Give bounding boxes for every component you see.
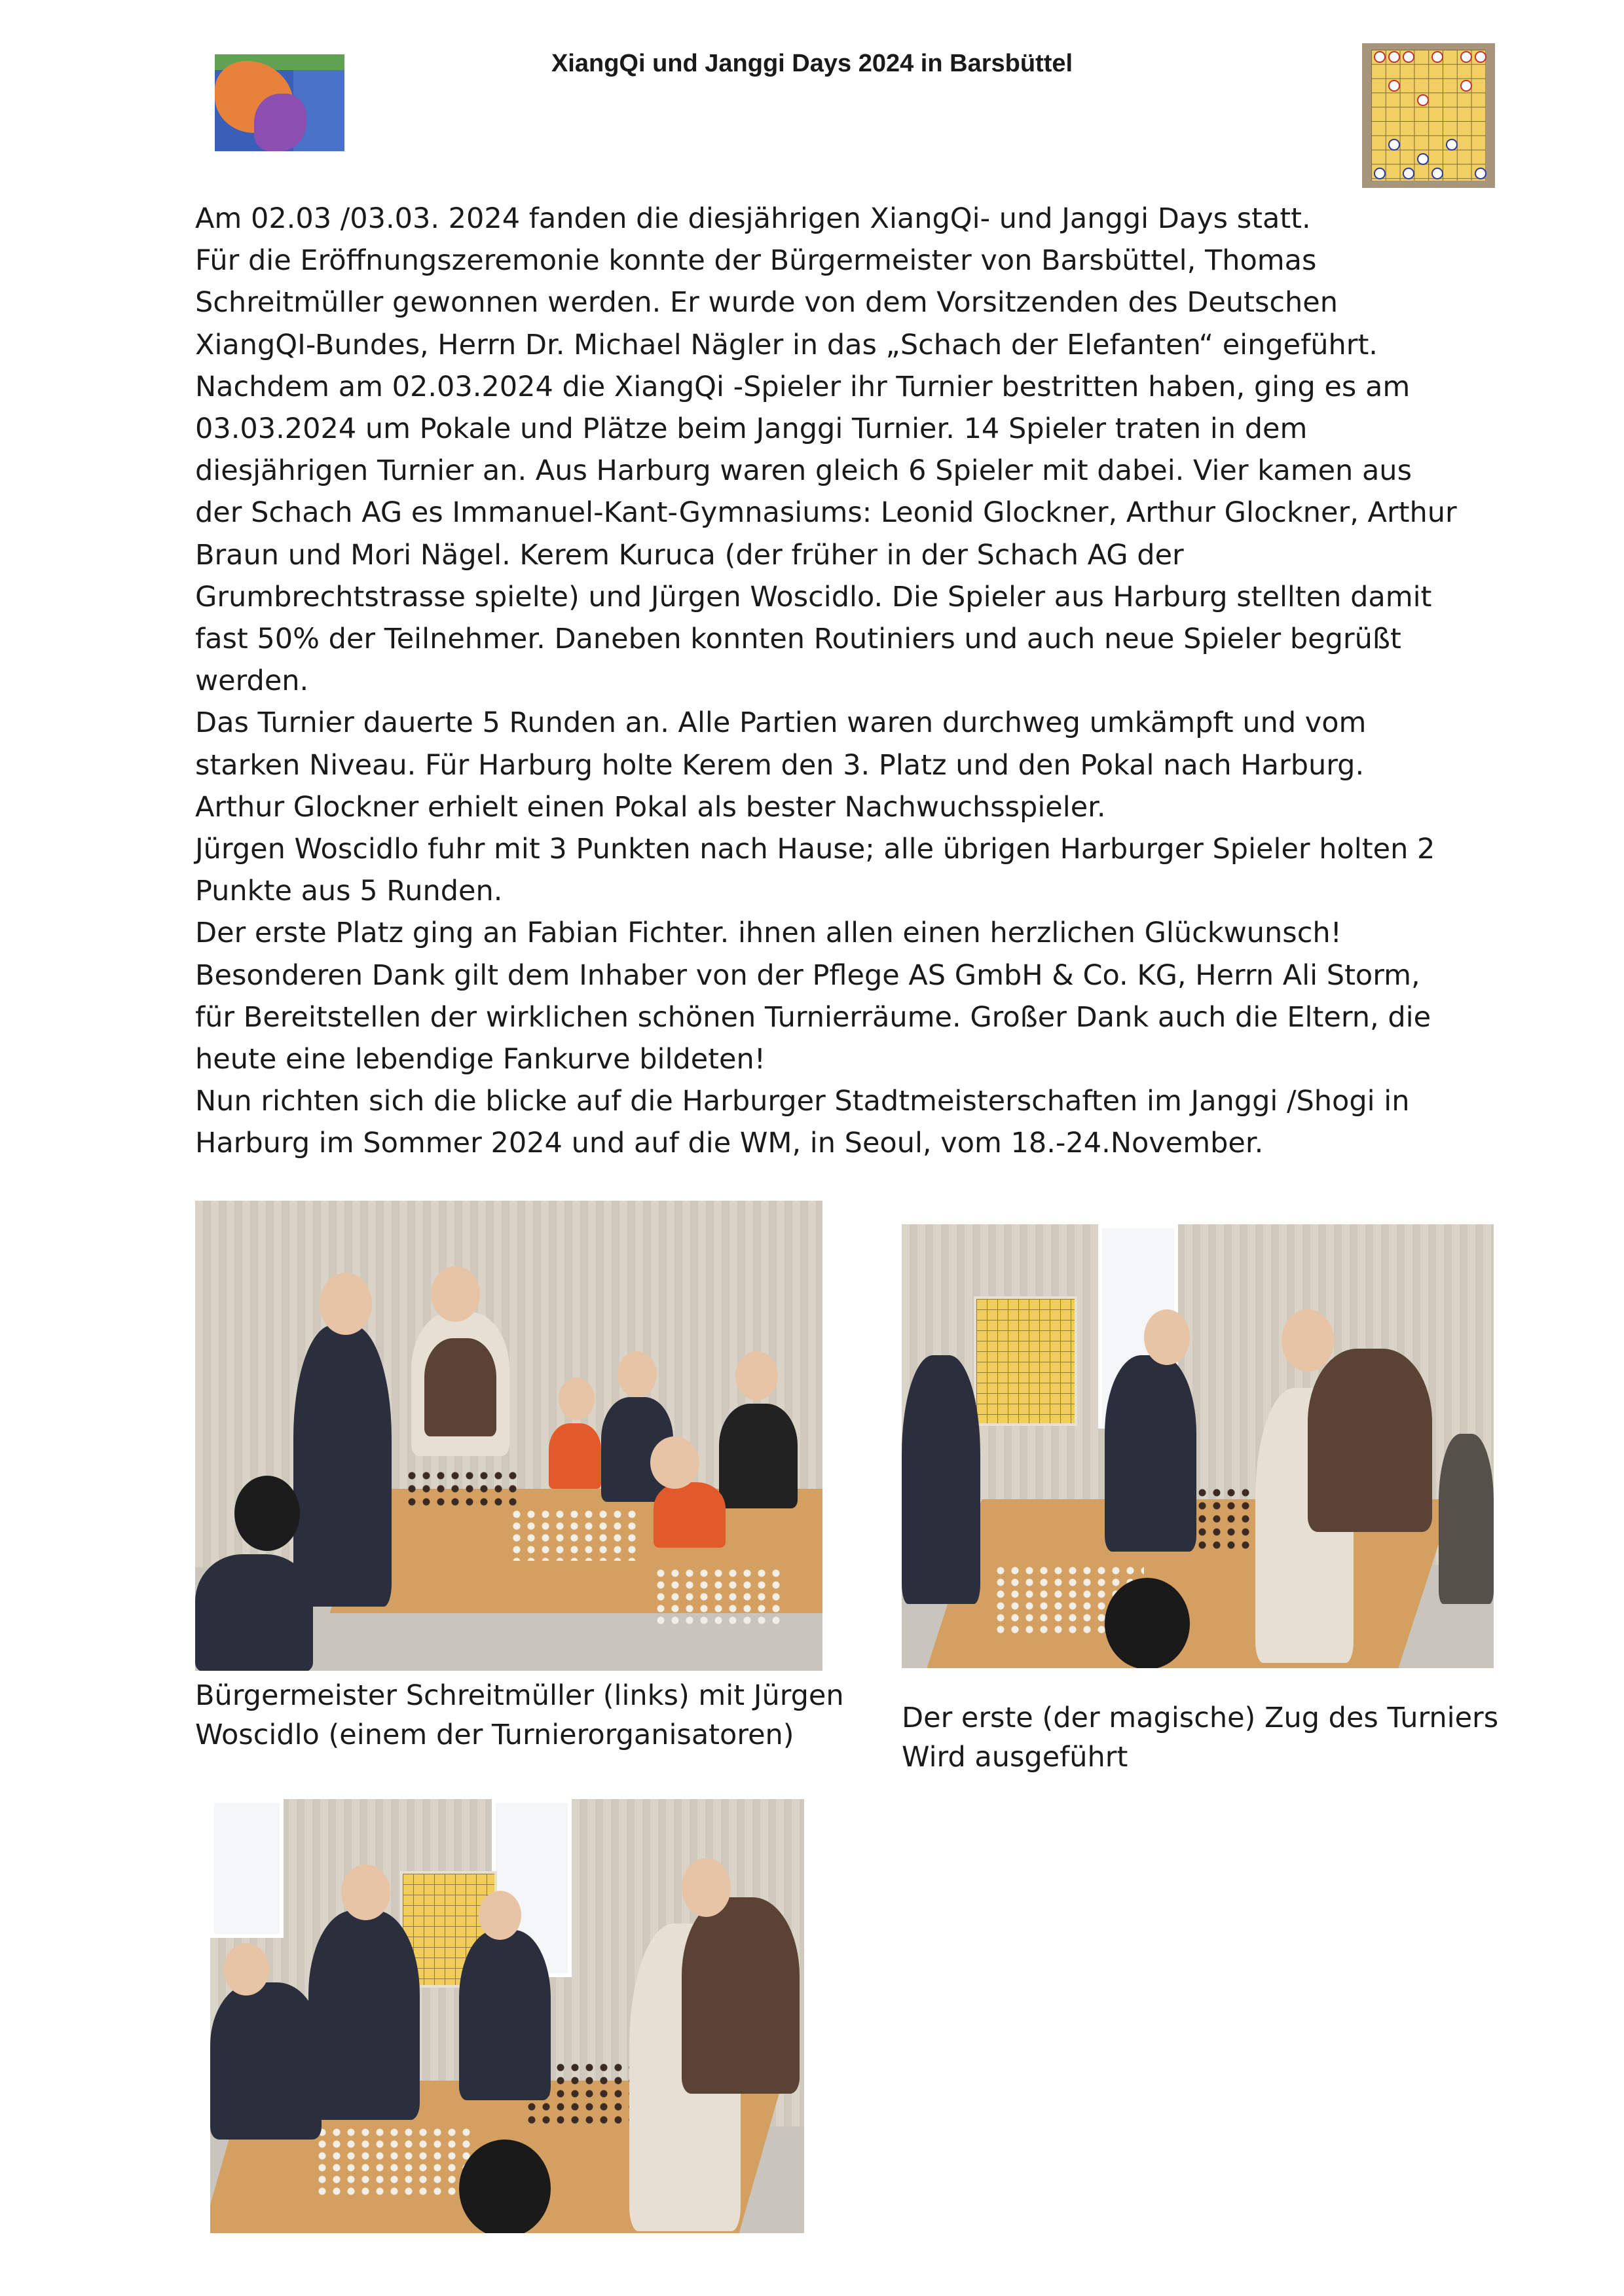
body-line: 03.03.2024 um Pokale und Plätze beim Janggi Turnier. 14 Spieler traten in dem	[195, 412, 1308, 446]
body-line: XiangQI-Bundes, Herrn Dr. Michael Nägler in das „Schach der Elefanten“ eingeführt.	[195, 328, 1378, 361]
photo-caption-2	[902, 1698, 1557, 1777]
body-line: Schreitmüller gewonnen werden. Er wurde von dem Vorsitzenden des Deutschen	[195, 286, 1338, 319]
caption-line: Der erste (der magische) Zug des Turniers	[902, 1702, 1499, 1734]
body-line: Besonderen Dank gilt dem Inhaber von der Pflege AS GmbH & Co. KG, Herrn Ali Storm,	[195, 958, 1420, 992]
body-line: Der erste Platz ging an Fabian Fichter. ihnen allen einen herzlichen Glückwunsch!	[195, 917, 1342, 950]
body-line: Am 02.03 /03.03. 2024 fanden die diesjährigen XiangQi- und Janggi Days statt.	[195, 202, 1311, 235]
body-line: fast 50% der Teilnehmer. Daneben konnten Routiniers und auch neue Spieler begrüßt	[195, 623, 1401, 656]
korea-map-image	[215, 54, 344, 151]
body-line: Punkte aus 5 Runden.	[195, 875, 503, 908]
body-line: Nachdem am 02.03.2024 die XiangQi -Spieler ihr Turnier bestritten haben, ging es am	[195, 370, 1411, 403]
article-body	[195, 198, 1459, 1165]
xiangqi-board-image	[1362, 43, 1495, 188]
caption-line: Wird ausgeführt	[902, 1741, 1128, 1774]
photo-first-move	[902, 1224, 1494, 1668]
body-line: heute eine lebendige Fankurve bildeten!	[195, 1043, 766, 1076]
body-line: Das Turnier dauerte 5 Runden an. Alle Partien waren durchweg umkämpft und vom	[195, 706, 1367, 740]
body-line: der Schach AG es Immanuel-Kant-Gymnasiums: Leonid Glockner, Arthur Glockner, Arthur	[195, 496, 1457, 530]
body-line: Braun und Mori Nägel. Kerem Kuruca (der früher in der Schach AG der	[195, 538, 1184, 572]
photo-opening-ceremony	[195, 1201, 822, 1671]
body-line: diesjährigen Turnier an. Aus Harburg waren gleich 6 Spieler mit dabei. Vier kamen aus	[195, 454, 1412, 488]
body-line: werden.	[195, 665, 309, 698]
body-line: Arthur Glockner erhielt einen Pokal als bester Nachwuchsspieler.	[195, 790, 1106, 824]
body-line: Für die Eröffnungszeremonie konnte der Bürgermeister von Barsbüttel, Thomas	[195, 244, 1317, 278]
body-line: Harburg im Sommer 2024 und auf die WM, in Seoul, vom 18.-24.November.	[195, 1127, 1264, 1160]
body-line: Nun richten sich die blicke auf die Harburger Stadtmeisterschaften im Janggi /Shogi in	[195, 1085, 1410, 1118]
photo-caption-1	[195, 1676, 850, 1755]
photo-game-play	[210, 1799, 804, 2233]
caption-line: Bürgermeister Schreitmüller (links) mit Jürgen	[195, 1679, 844, 1712]
body-line: für Bereitstellen der wirklichen schönen Turnierräume. Großer Dank auch die Eltern, die	[195, 1000, 1431, 1034]
body-line: Jürgen Woscidlo fuhr mit 3 Punkten nach Hause; alle übrigen Harburger Spieler holten 2	[195, 833, 1435, 866]
body-line: starken Niveau. Für Harburg holte Kerem den 3. Platz und den Pokal nach Harburg.	[195, 748, 1365, 782]
body-line: Grumbrechtstrasse spielte) und Jürgen Woscidlo. Die Spieler aus Harburg stellten damit	[195, 580, 1432, 613]
page-title: XiangQi und Janggi Days 2024 in Barsbüttel	[551, 50, 1073, 77]
caption-line: Woscidlo (einem der Turnierorganisatoren)	[195, 1719, 794, 1751]
